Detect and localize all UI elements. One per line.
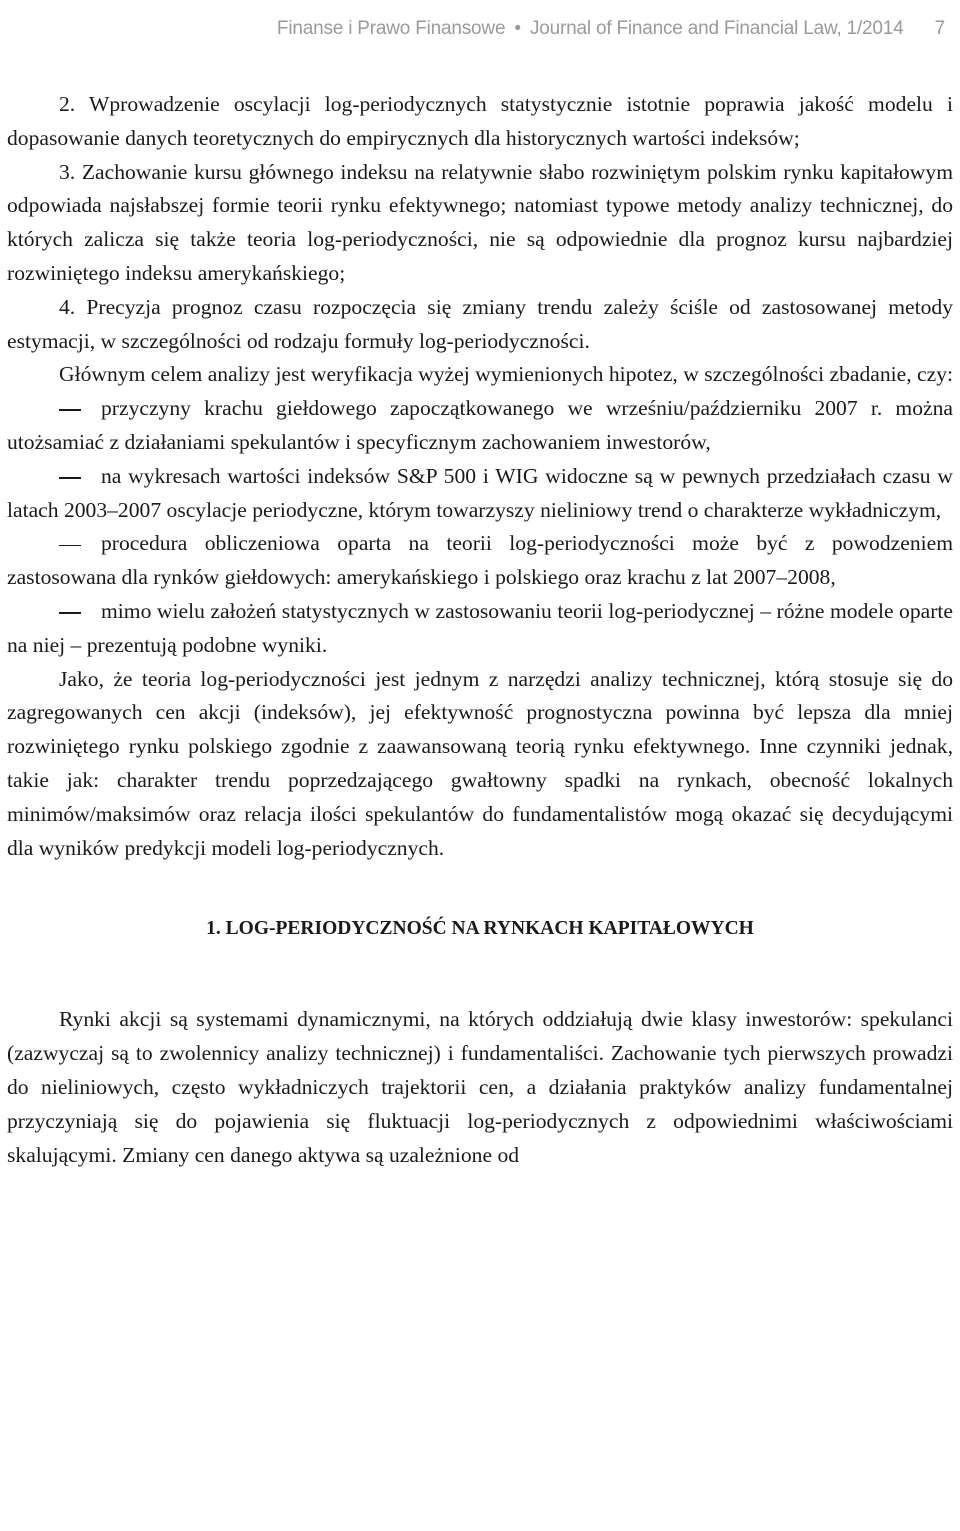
dash-list-item <box>7 527 953 595</box>
analysis-aim-paragraph: Głównym celem analizy jest weryfikacja wyżej wymienionych hipotez, w szczególności zbadanie, czy: <box>59 362 954 387</box>
hypothesis-item-2: 2. Wprowadzenie oscylacji log-periodycznych statystycznie istotnie poprawia jakość modelu i dopasowanie danych teoretycznych do empirycznych dla historycznych wartości indeksów; <box>7 92 953 150</box>
journal-title-en: Journal of Finance and Financial Law, 1/2014 <box>529 18 904 39</box>
dash-list-item <box>7 595 953 663</box>
hypothesis-item-3: 3. Zachowanie kursu głównego indeksu na relatywnie słabo rozwiniętym polskim rynku kapitałowym odpowiada najsłabszej formie teorii rynku efektywnego; natomiast typowe metody analizy technicznej, do których zalicza się także teoria log-periodyczności, nie są odpowiednie dla prognoz kursu najbardziej rozwiniętego indeksu amerykańskiego; <box>7 159 953 285</box>
dash-item-text: procedura obliczeniowa oparta na teorii log-periodyczności może być z powodzeniem zastosowana dla rynków giełdowych: amerykańskiego i polskiego oraz krachu z lat 2007–2008, <box>7 531 953 590</box>
page-number: 7 <box>934 18 945 39</box>
dash-bullet-icon <box>59 477 81 479</box>
dash-bullet-icon <box>59 545 81 547</box>
hypothesis-item-4: 4. Precyzja prognoz czasu rozpoczęcia się zmiany trendu zależy ściśle od zastosowanej metody estymacji, w szczególności od rodzaju formuły log-periodyczności. <box>7 294 953 353</box>
section-heading: 1. LOG-PERIODYCZNOŚĆ NA RYNKACH KAPITAŁOWYCH <box>206 918 754 940</box>
dash-bullet-icon <box>59 612 81 614</box>
header-separator: • <box>514 18 521 39</box>
running-header <box>277 18 945 40</box>
dash-item-text: mimo wielu założeń statystycznych w zastosowaniu teorii log-periodycznej – różne modele oparte na niej – prezentują podobne wyniki. <box>7 598 953 657</box>
closing-paragraph: Jako, że teoria log-periodyczności jest jednym z narzędzi analizy technicznej, którą stosuje się do zagregowanych cen akcji (indeksów), jej efektywność prognostyczna powinna być lepsza dla mniej rozwiniętego rynku polskiego zgodnie z zaawansowaną teorią rynku efektywnego. Inne czynniki jednak, takie jak: charakter trendu poprzedzającego gwałtowny spadki na rynkach, obecność lokalnych minimów/maksimów oraz relacja ilości spekulantów do fundamentalistów mogą okazać się decydującymi dla wyników predykcji modeli log-periodycznych. <box>7 666 953 860</box>
journal-title-pl: Finanse i Prawo Finansowe <box>276 18 506 39</box>
dash-item-text: przyczyny krachu giełdowego zapoczątkowanego we wrześniu/październiku 2007 r. można utożsamiać z działaniami spekulantów i specyficznym zachowaniem inwestorów, <box>7 396 953 454</box>
dash-list-item <box>7 392 953 460</box>
section-paragraph: Rynki akcji są systemami dynamicznymi, na których oddziałują dwie klasy inwestorów: spekulanci (zazwyczaj są to zwolennicy analizy technicznej) i fundamentaliści. Zachowanie tych pierwszych prowadzi do nieliniowych, często wykładniczych trajektorii cen, a działania praktyków analizy fundamentalnej przyczyniają się do pojawienia się fluktuacji log-periodycznych z odpowiednimi właściwościami skalującymi. Zmiany cen danego aktywa są uzależnione od <box>7 1007 953 1167</box>
page-content <box>7 88 953 1172</box>
dash-list-item <box>7 460 953 528</box>
dash-item-text: na wykresach wartości indeksów S&P 500 i WIG widoczne są w pewnych przedziałach czasu w latach 2003–2007 oscylacje periodyczne, którym towarzyszy nieliniowy trend o charakterze wykładniczym, <box>7 463 953 522</box>
dash-bullet-icon <box>59 409 81 411</box>
